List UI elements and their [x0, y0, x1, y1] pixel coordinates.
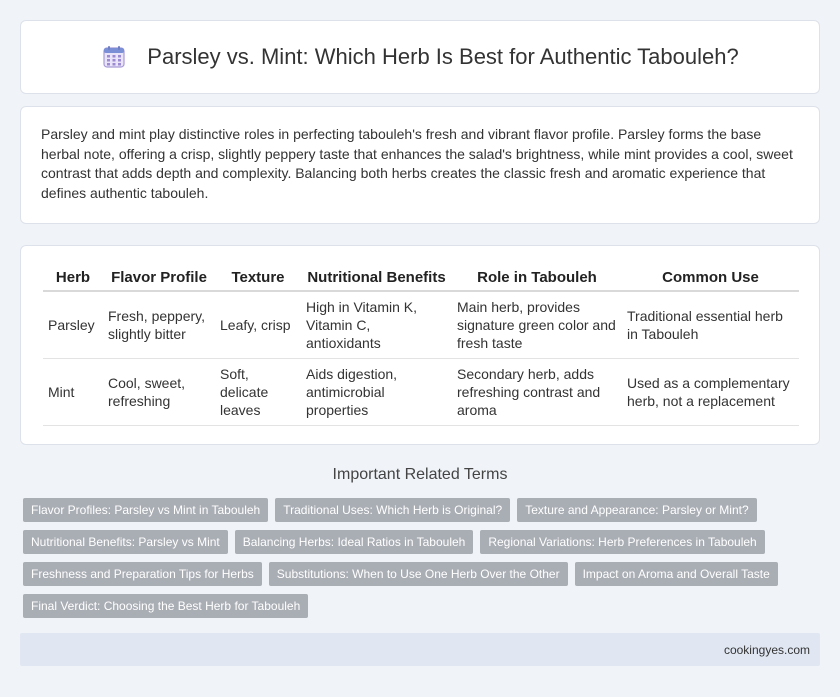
table-header-row	[43, 264, 799, 292]
footer-bar	[20, 633, 820, 666]
table-cell: Traditional essential herb in Tabouleh	[622, 292, 799, 359]
table-header-cell: Common Use	[622, 264, 799, 292]
table-cell: Secondary herb, adds refreshing contrast and aroma	[452, 359, 622, 426]
table-header-cell: Role in Tabouleh	[452, 264, 622, 292]
table-cell: Used as a complementary herb, not a replacement	[622, 359, 799, 426]
table-cell: Mint	[43, 359, 103, 426]
table-row	[43, 359, 799, 426]
related-term-tag[interactable]: Regional Variations: Herb Preferences in Tabouleh	[480, 530, 764, 554]
table-cell: Main herb, provides signature green color and fresh taste	[452, 292, 622, 359]
table-header-cell: Herb	[43, 264, 103, 292]
related-term-tag[interactable]: Flavor Profiles: Parsley vs Mint in Tabouleh	[23, 498, 268, 522]
table-header-cell: Nutritional Benefits	[301, 264, 452, 292]
table-header-cell: Texture	[215, 264, 301, 292]
calendar-icon	[101, 44, 127, 70]
tag-row	[23, 498, 823, 522]
page-title: Parsley vs. Mint: Which Herb Is Best for Authentic Tabouleh?	[147, 44, 739, 69]
table-header-cell: Flavor Profile	[103, 264, 215, 292]
header-card	[20, 20, 820, 94]
table-cell: Aids digestion, antimicrobial properties	[301, 359, 452, 426]
footer-site-link[interactable]: cookingyes.com	[723, 642, 810, 657]
table-cell: Leafy, crisp	[215, 292, 301, 359]
related-term-tag[interactable]: Freshness and Preparation Tips for Herbs	[23, 562, 262, 586]
related-terms-list	[23, 498, 823, 626]
table-cell: Cool, sweet, refreshing	[103, 359, 215, 426]
related-term-tag[interactable]: Impact on Aroma and Overall Taste	[575, 562, 778, 586]
intro-text: Parsley and mint play distinctive roles in perfecting tabouleh's fresh and vibrant flavor profile. Parsley forms the base herbal note, offering a crisp, slightly peppery taste that enhances the salad's brightness, while mint provides a cool, sweet contrast that adds depth and complexity. Balancing both herbs creates the classic fresh and aromatic experience that defines authentic tabouleh.	[41, 126, 793, 201]
table-cell: Soft, delicate leaves	[215, 359, 301, 426]
comparison-table-card	[20, 245, 820, 445]
tag-row	[23, 594, 823, 618]
intro-card	[20, 106, 820, 224]
related-term-tag[interactable]: Balancing Herbs: Ideal Ratios in Tabouleh	[235, 530, 474, 554]
table-cell: Parsley	[43, 292, 103, 359]
table-cell: High in Vitamin K, Vitamin C, antioxidants	[301, 292, 452, 359]
related-term-tag[interactable]: Traditional Uses: Which Herb is Original?	[275, 498, 510, 522]
table-cell: Fresh, peppery, slightly bitter	[103, 292, 215, 359]
related-term-tag[interactable]: Texture and Appearance: Parsley or Mint?	[517, 498, 756, 522]
related-terms-heading: Important Related Terms	[332, 466, 508, 483]
table-row	[43, 292, 799, 359]
related-term-tag[interactable]: Substitutions: When to Use One Herb Over the Other	[269, 562, 568, 586]
related-term-tag[interactable]: Final Verdict: Choosing the Best Herb for Tabouleh	[23, 594, 308, 618]
comparison-table	[43, 264, 799, 426]
tag-row	[23, 530, 823, 554]
tag-row	[23, 562, 823, 586]
related-term-tag[interactable]: Nutritional Benefits: Parsley vs Mint	[23, 530, 228, 554]
